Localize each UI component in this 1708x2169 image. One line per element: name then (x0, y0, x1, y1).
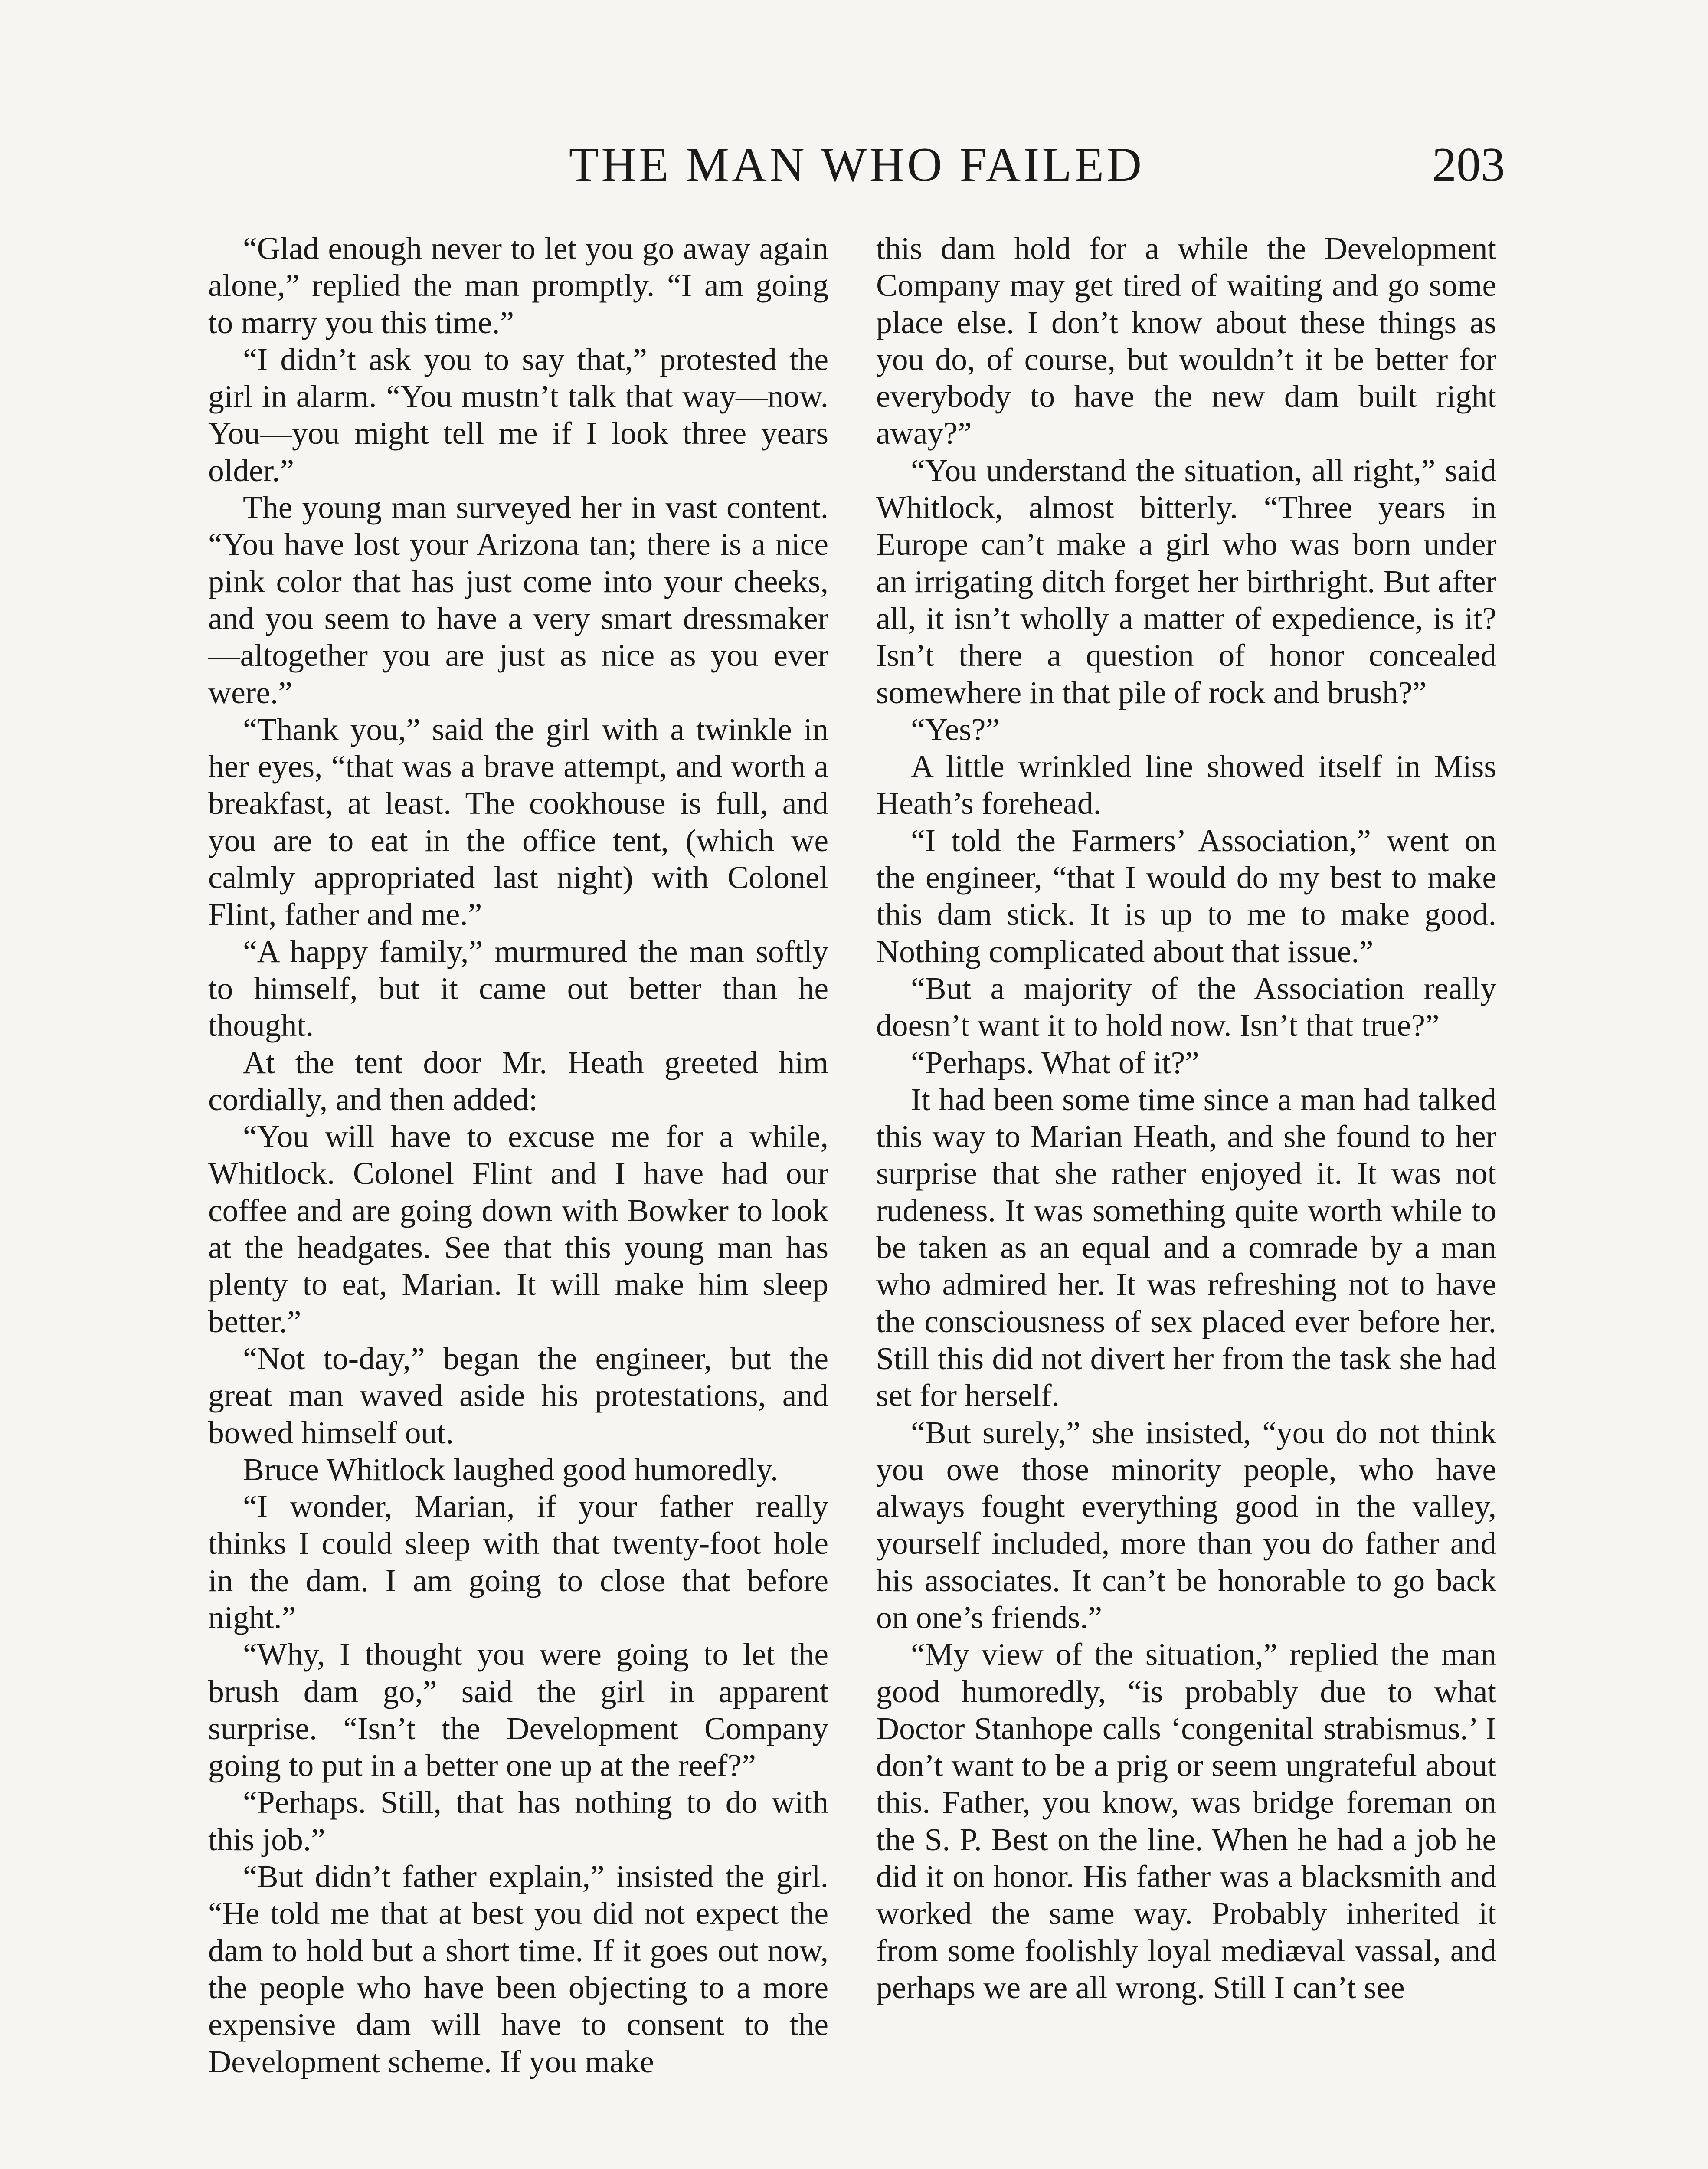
paragraph: At the tent door Mr. Heath greeted him cordially, and then added: (208, 1044, 828, 1117)
paragraph: “Why, I thought you were going to let the brush dam go,” said the girl in apparent surprise. “Isn’t the Development Company going to put in a better one up at the reef?” (208, 1636, 828, 1783)
paragraph: “I told the Farmers’ Association,” went on the engineer, “that I would do my best to make this dam stick. It is up to me to make good. Nothing complicated about that issue.” (876, 822, 1496, 969)
paragraph: It had been some time since a man had talked this way to Marian Heath, and she found to her surprise that she rather enjoyed it. It was not rudeness. It was something quite worth while to be taken as an equal and a comrade by a man who admired her. It was refreshing not to have the consciousness of sex placed ever before her. Still this did not divert her from the task she had set for herself. (876, 1081, 1496, 1413)
right-column (876, 230, 1496, 2006)
paragraph: “But didn’t father explain,” insisted the girl. “He told me that at best you did not expect the dam to hold but a short time. If it goes out now, the people who have been objecting to a more expensive dam will have to consent to the Development scheme. If you make (208, 1858, 828, 2079)
page-number: 203 (1432, 138, 1505, 192)
page-header (208, 130, 1505, 200)
paragraph: “Thank you,” said the girl with a twinkle in her eyes, “that was a brave attempt, and worth a breakfast, at least. The cookhouse is full, and you are to eat in the office tent, (which we calmly appropriated last night) with Colonel Flint, father and me.” (208, 711, 828, 932)
paragraph: “You will have to excuse me for a while, Whitlock. Colonel Flint and I have had our coffee and are going down with Bowker to look at the headgates. See that this young man has plenty to eat, Marian. It will make him sleep better.” (208, 1118, 828, 1339)
paragraph: “My view of the situation,” replied the man good humoredly, “is probably due to what Doctor Stanhope calls ‘congenital strabismus.’ I don’t want to be a prig or seem ungrateful about this. Father, you know, was bridge foreman on the S. P. Best on the line. When he had a job he did it on honor. His father was a blacksmith and worked the same way. Probably inherited it from some foolishly loyal mediæval vassal, and perhaps we are all wrong. Still I can’t see (876, 1636, 1496, 2005)
paragraph: “But surely,” she insisted, “you do not think you owe those minority people, who have always fought everything good in the valley, yourself included, more than you do father and his associates. It can’t be honorable to go back on one’s friends.” (876, 1414, 1496, 1635)
paragraph: “Yes?” (911, 711, 1000, 747)
paragraph: “Glad enough never to let you go away again alone,” replied the man promptly. “I am going to marry you this time.” (208, 230, 828, 340)
paragraph-continuation: this dam hold for a while the Development Company may get tired of waiting and go some place else. I don’t know about these things as you do, of course, but wouldn’t it be better for everybody to have the new dam built right away?” (876, 230, 1496, 451)
paragraph: “I didn’t ask you to say that,” protested the girl in alarm. “You mustn’t talk that way—now. You—you might tell me if I look three years older.” (208, 341, 828, 488)
paragraph: “You understand the situation, all right,” said Whitlock, almost bitterly. “Three years in Europe can’t make a girl who was born under an irrigating ditch forget her birthright. But after all, it isn’t wholly a matter of expedience, is it? Isn’t there a question of honor concealed somewhere in that pile of rock and brush?” (876, 452, 1496, 710)
running-title: THE MAN WHO FAILED (569, 138, 1145, 192)
paragraph: “But a majority of the Association really doesn’t want it to hold now. Isn’t that true?” (876, 970, 1496, 1043)
paragraph: “Not to-day,” began the engineer, but the great man waved aside his protestations, and bowed himself out. (208, 1340, 828, 1450)
paragraph: A little wrinkled line showed itself in Miss Heath’s forehead. (876, 748, 1496, 821)
paragraph: “Perhaps. What of it?” (911, 1044, 1199, 1080)
paragraph: The young man surveyed her in vast content. “You have lost your Arizona tan; there is a nice pink color that has just come into your cheeks, and you seem to have a very smart dressmaker —altogether you are just as nice as you ever were.” (208, 489, 828, 710)
left-column (208, 230, 828, 2080)
paragraph: “I wonder, Marian, if your father really thinks I could sleep with that twenty-foot hole in the dam. I am going to close that before night.” (208, 1488, 828, 1635)
paragraph: “Perhaps. Still, that has nothing to do with this job.” (208, 1784, 828, 1857)
paragraph: Bruce Whitlock laughed good humoredly. (243, 1451, 779, 1487)
paragraph: “A happy family,” murmured the man softly to himself, but it came out better than he thought. (208, 933, 828, 1043)
